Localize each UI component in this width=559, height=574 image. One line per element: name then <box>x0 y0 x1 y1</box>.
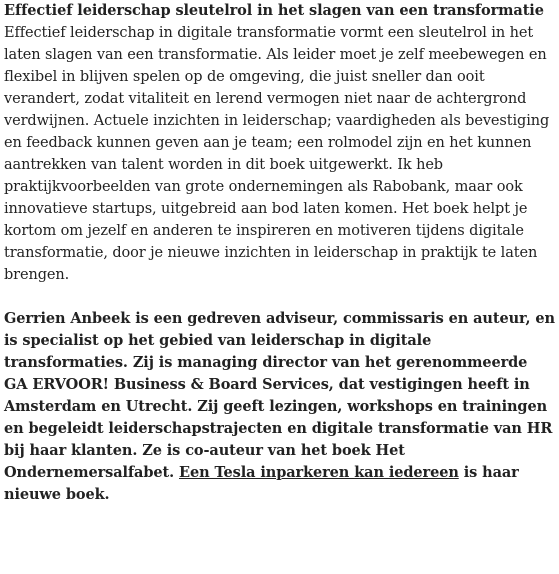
bio-text: Gerrien Anbeek is een gedreven adviseur, commissaris en auteur, en is specialist op het gebied van leiderschap in digitale transformaties. Zij is managing director van het gerenommeerde GA ERVOOR! Business & Board Services, dat vestigingen heeft in Amsterdam en Utrecht. Zij geeft lezingen, workshops en trainingen en begeleidt leiderschapstrajecten en digitale transformatie van HR bij haar klanten. Ze is co-auteur van het boek Het Ondernemersalfabet. <box>4 310 555 481</box>
book-link[interactable]: Een Tesla inparkeren kan iedereen <box>179 464 459 481</box>
bio-suffix: is haar nieuwe boek. <box>4 464 519 503</box>
article-heading: Effectief leiderschap sleutelrol in het slagen van een transformatie <box>4 2 544 19</box>
author-bio <box>4 308 555 506</box>
intro-paragraph: Effectief leiderschap in digitale transformatie vormt een sleutelrol in het laten slagen van een transformatie. Als leider moet je zelf meebewegen en flexibel in blijven spelen op de omgeving, die juist sneller dan ooit verandert, zodat vitaliteit en lerend vermogen niet naar de achtergrond verdwijnen. Actuele inzichten in leiderschap; vaardigheden als bevestiging en feedback kunnen geven aan je team; een rolmodel zijn en het kunnen aantrekken van talent worden in dit boek uitgewerkt. Ik heb praktijkvoorbeelden van grote ondernemingen als Rabobank, maar ook innovatieve startups, uitgebreid aan bod laten komen. Het boek helpt je kortom om jezelf en anderen te inspireren en motiveren tijdens digitale transformatie, door je nieuwe inzichten in leiderschap in praktijk te laten brengen. <box>4 25 550 283</box>
